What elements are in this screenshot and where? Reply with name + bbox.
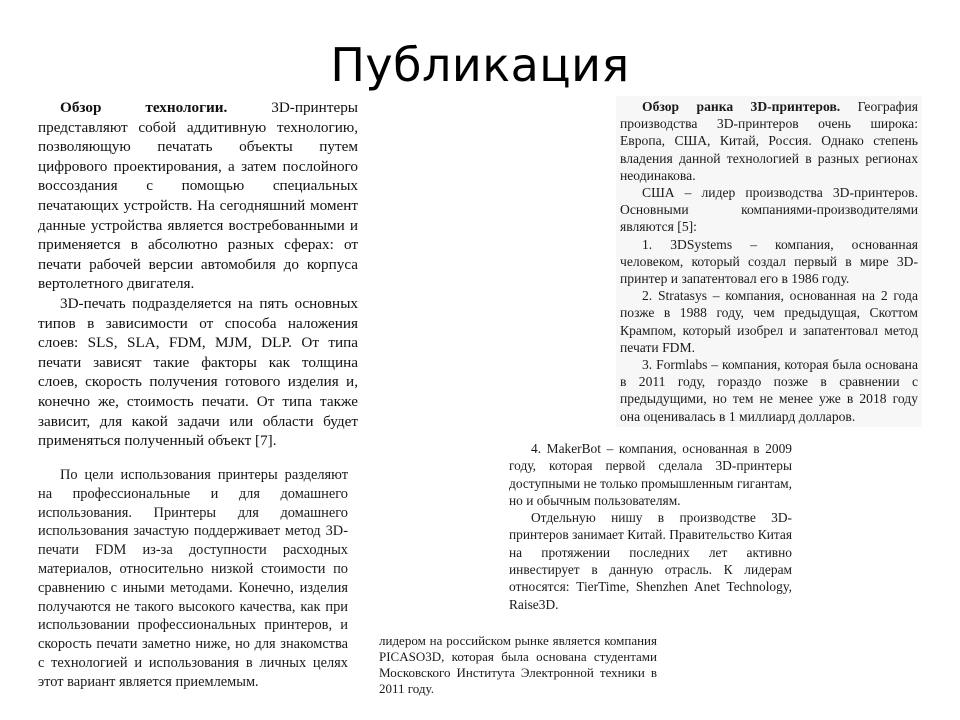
slide-title: Публикация: [330, 38, 630, 92]
paragraph: США – лидер производства 3D-принтеров. Основными компаниями-производителями являются [5]:: [620, 185, 918, 235]
paragraph-body: 3D-принтеры представляют собой аддитивную технологию, позволяющую печатать объекты путем цифрового проектирования, а затем послойного воссоздания с помощью специальных печатающих устройств. На сегодняшний момент данные устройства является востребованными и применяется в абсолютно разных сферах: от печати рабочей версии автомобиля до корпуса вертолетного двигателя.: [38, 99, 358, 293]
paragraph: [38, 98, 358, 294]
paragraph-heading: Обзор технологии.: [60, 99, 228, 116]
paragraph: Отдельную нишу в производстве 3D-принтеров занимает Китай. Правительство Китая на протяжении последних лет активно инвестирует в данную отрасль. К лидерам относятся: TierTime, Shenzhen Anet Technology, Raise3D.: [509, 510, 792, 612]
paragraph: лидером на российском рынке является компания PICASO3D, которая была основана студентами Московского Института Электронной техники в 2011 году.: [379, 633, 657, 696]
paragraph: По цели использования принтеры разделяют на профессиональные и для домашнего использования. Принтеры для домашнего использования зачастую поддерживает метод 3D-печати FDM из-за доступности расходных материалов, относительно низкой стоимости по сравнению с иными методами. Конечно, изделия получаются не такого высокого качества, как при использовании профессиональных принтеров, и скорость печати заметно ниже, но для знакомства с технологией и использования в личных целях этот вариант является приемлемым.: [38, 467, 348, 690]
paragraph-body: География производства 3D-принтеров очень широка: Европа, США, Китай, Россия. Однако степень владения данной технологией в разных регионах неодинакова.: [620, 99, 918, 183]
paragraph: 3D-печать подразделяется на пять основных типов в зависимости от способа наложения слоев: SLS, SLA, FDM, MJM, DLP. От типа печати зависят такие факторы как толщина слоев, скорость получения готового изделия и, конечно же, стоимость печати. От типа также зависит, для какой задачи или области будет применяться полученный объект [7].: [38, 294, 358, 450]
list-item: 3. Formlabs – компания, которая была основана в 2011 году, гораздо позже в сравнении с предыдущими, но тем не менее уже в 2018 году она оценивалась в 1 миллиард долларов.: [620, 357, 918, 424]
paragraph-heading: Обзор ранка 3D-принтеров.: [642, 99, 841, 114]
scan-fragment-usage-purpose: [38, 466, 348, 692]
paragraph: [620, 98, 918, 184]
list-item: 4. MakerBot – компания, основанная в 2009 году, которая первой сделала 3D-принтеры доступными не только промышленным гигантам, но и обычным пользователям.: [509, 441, 792, 508]
scan-fragment-technology-overview: [38, 98, 358, 451]
list-item: 1. 3DSystems – компания, основанная человеком, который создал первый в мире 3D-принтер и запатентовал его в 1986 году.: [620, 236, 918, 287]
scan-fragment-russia: [379, 633, 657, 697]
list-item: 2. Stratasys – компания, основанная на 2 года позже в 1988 году, чем предыдущая, Скоттом Крампом, который изобрел и запатентовал метод печати FDM.: [620, 288, 918, 355]
scan-fragment-makerbot-china: [509, 440, 792, 613]
cropped-text-fragment: [40, 700, 360, 708]
scan-fragment-market-overview: [616, 96, 922, 427]
